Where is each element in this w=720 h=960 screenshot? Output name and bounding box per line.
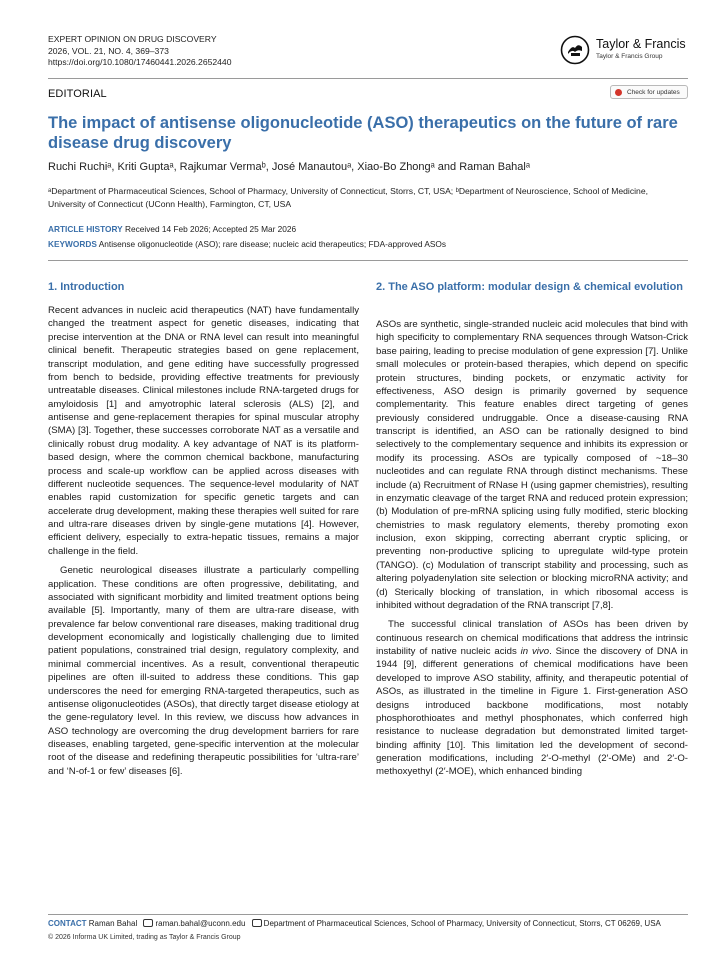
check-updates-icon (615, 89, 622, 96)
article-title: The impact of antisense oligonucleotide (ASO) therapeutics on the future of rare disease drug discovery (48, 114, 678, 152)
keywords-text: Antisense oligonucleotide (ASO); rare disease; nucleic acid therapeutics; FDA-approved ASOs (98, 239, 447, 249)
intro-paragraph-2: Genetic neurological diseases illustrate a particularly compelling application. These conditions are often progressive, debilitating, and associated with significant morbidity and limited treatment options being available [5]. Importantly, many of them are ultra-rare disease, with prevalence far below conventional rare diseases, making traditional drug development economically and logistically challenging due to limited patient populations, constrained trial design, regulatory complexity, and minimal commercial incentives. As a result, conventional therapeutic pipelines are often ill-suited to address these conditions. This gap underscores the need for emerging RNA-targeted therapeutics, such as antisense oligonucleotides (ASOs), that directly target disease etiology at the gene-regulatory level. In this review, we discuss how advances in ASO technology are overcoming the drug development barriers for rare diseases, enabling targeted, gene-specific intervention at the molecular root of the disease and redefining therapeutic possibilities for ‘ultra-rare’ and ‘N-of-1 or few’ diseases [6]. (48, 565, 359, 777)
contact-line (48, 919, 661, 928)
publisher-emblem-icon (560, 35, 590, 65)
publisher-group: Taylor & Francis Group (596, 53, 663, 60)
front-matter-divider (48, 260, 688, 261)
platform-paragraph-2a: The successful clinical translation of ASOs has been driven by continuous research on chemical modifications that address the intrinsic instability of native nucleic acids (376, 619, 688, 657)
article-history-text: Received 14 Feb 2026; Accepted 25 Mar 2026 (125, 224, 297, 234)
journal-meta (48, 34, 232, 69)
intro-column (48, 304, 359, 778)
author-list: Ruchi Ruchiᵃ, Kriti Guptaᵃ, Rajkumar Vermaᵇ, José Manautouᵃ, Xiao-Bo Zhongᵃ and Raman Bahalᵃ (48, 161, 530, 173)
in-vivo-term: in vivo (520, 646, 550, 657)
intro-heading: 1. Introduction (48, 281, 125, 293)
intro-paragraph-1: Recent advances in nucleic acid therapeutics (NAT) have fundamentally changed the treatment aspect for genetic diseases, indicating that precise intervention at the DNA or RNA level can result into meaningful clinical benefit. Therapeutic strategies based on gene replacement, transcript modulation, and gene editing have successfully progressed from bench to bedside, providing effective treatments for previously untreatable diseases. Clinical milestones include RNA-targeted drugs for amyloidosis [1] and amyotrophic lateral sclerosis (ALS) [2], and antisense and gene-replacement therapies for spinal muscular atrophy (SMA) [3]. Together, these successes corroborate NAT as a versatile and clinically robust drug modality. A key advantage of NAT is its platform-based design, where the common chemical backbone, manufacturing process and scale-up workflow can be applied across diseases with different nucleotide sequences. The sequence-level modularity of NAT enables rapid customization for specific genetic targets and can accelerate drug development, making these therapies well suited for rare and ultra-rare diseases driven by single-gene mutations [4]. However, efficient delivery, especially to extra-hepatic tissues, remains a major challenge in the field. (48, 305, 359, 557)
footer-divider (48, 914, 688, 915)
keywords-label: KEYWORDS (48, 239, 97, 249)
publisher-name: Taylor & Francis (596, 37, 686, 51)
affiliations: ᵃDepartment of Pharmaceutical Sciences, School of Pharmacy, University of Connecticut, Storrs, CT, USA; ᵇDepartment of Neuroscience, School of Medicine, University of Connecticut (UConn Health), Farmington, CT, USA (48, 186, 648, 209)
check-updates-label: Check for updates (627, 89, 680, 96)
contact-name: Raman Bahal (88, 919, 138, 928)
address-icon (252, 919, 262, 927)
journal-name: EXPERT OPINION ON DRUG DISCOVERY (48, 34, 217, 44)
article-history (48, 224, 296, 234)
header-divider (48, 78, 688, 79)
journal-doi[interactable]: https://doi.org/10.1080/17460441.2026.2652440 (48, 57, 232, 67)
contact-address: Department of Pharmaceutical Sciences, School of Pharmacy, University of Connecticut, Storrs, CT 06269, USA (263, 919, 661, 928)
contact-email[interactable]: raman.bahal@uconn.edu (155, 919, 246, 928)
copyright: © 2026 Informa UK Limited, trading as Taylor & Francis Group (48, 934, 241, 941)
platform-heading: 2. The ASO platform: modular design & chemical evolution (376, 281, 684, 293)
platform-paragraph-2b: . Since the discovery of DNA in 1944 [9], different generations of chemical modifications have been developed to improve ASO stability, affinity, and therapeutic potential of ASOs, as illustrated in the timeline in Figure 1. First-generation ASO designs introduced backbone modifications, most notably phosphorothioates and methyl phosphonates, which conferred high resistance to nuclease degradation but demonstrated limited target-binding affinity [10]. This limitation led the development of second-generation modifications, including 2′-O-methyl (2′-OMe) and 2′-O-methoxyethyl (2′-MOE), which enhanced binding (376, 646, 688, 778)
contact-label: CONTACT (48, 919, 87, 928)
platform-paragraph-2 (376, 618, 688, 779)
check-for-updates-button[interactable] (610, 85, 688, 99)
platform-paragraph-1: ASOs are synthetic, single-stranded nucleic acid molecules that bind with high specificity to complementary RNA sequences through Watson-Crick base pairing, leading to precise modulation of gene expression [7]. Unlike small molecules or protein-based therapies, which depend on specific protein structures, binding pockets, or enzymatic activity for effectiveness, ASO design is primarily governed by sequence complementarity. This feature enables direct targeting of genes previously considered undruggable. Once a disease-causing RNA transcript is identified, an ASO can be rationally designed to bind selectively to the complementary sequence and inhibits its expression or modify its processing. ASOs are typically composed of ~18–30 nucleotides and can regulate RNA through distinct mechanisms. These include (a) Recruitment of RNase H (using gapmer chemistries), resulting in enzymatic cleavage of the target RNA and reduced protein expression; (b) Modulation of pre-mRNA splicing using fully modified, steric blocking chemistries to mask regulatory elements, thereby promoting exon inclusion, exon skipping, correcting aberrant cryptic splicing, or preventing non-productive splicing to upregulate wild-type protein (TANGO). (c) Modulation of transcript stability and processing, such as altering polyadenylation site selection or blocking microRNA activity; and (d) Sterically blocking of translation, in which ribosomal access is inhibited without degradation of the RNA transcript [7,8]. (376, 319, 688, 611)
article-history-label: ARTICLE HISTORY (48, 224, 123, 234)
publisher-logo (560, 35, 690, 67)
platform-column (376, 318, 688, 779)
section-label: EDITORIAL (48, 88, 107, 100)
email-icon (143, 919, 153, 927)
keywords (48, 239, 446, 249)
journal-volume: 2026, VOL. 21, NO. 4, 369–373 (48, 45, 169, 56)
